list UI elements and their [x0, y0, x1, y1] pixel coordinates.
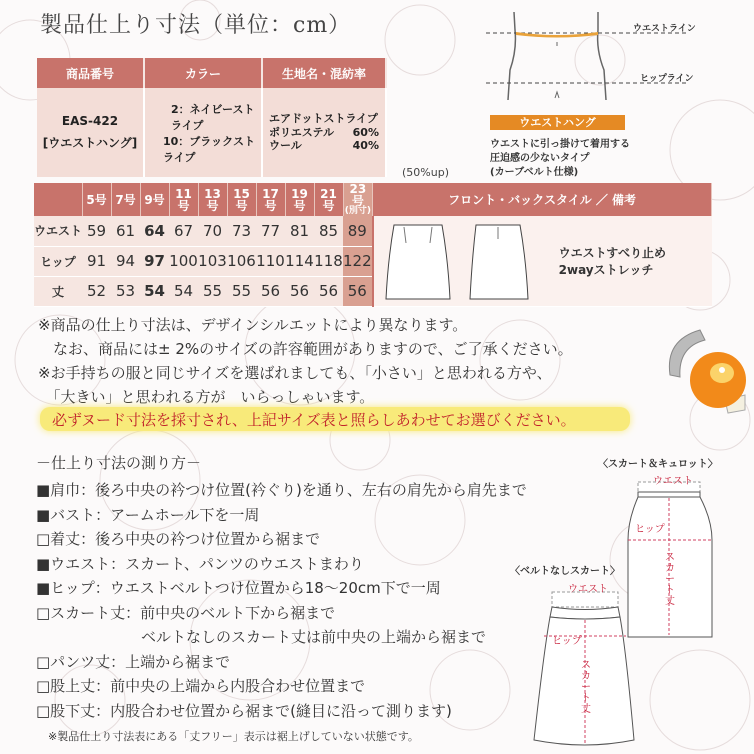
- skirt-front-back-illustration: [374, 219, 559, 303]
- product-info-table: [37, 58, 387, 177]
- waist-hang-body-diagram: [480, 0, 720, 105]
- size-value: 64: [140, 216, 169, 246]
- size-value: 55: [227, 276, 256, 306]
- waist-line-label: ウエストライン: [633, 24, 696, 34]
- size-value: 85: [314, 216, 343, 246]
- size-value: 91: [82, 246, 111, 276]
- page-title: 製品仕上り寸法（単位：cm）: [40, 13, 352, 38]
- measure-item: □股上丈：前中央の上端から内股合わせ位置まで: [36, 677, 366, 695]
- size-note: (別寸): [344, 206, 371, 216]
- size-value: 70: [198, 216, 227, 246]
- header-product-code: 商品番号: [37, 58, 144, 88]
- beltless-hip-label: ヒップ: [552, 636, 582, 647]
- header-fabric: 生地名・混紡率: [262, 58, 386, 88]
- size-value: 56: [343, 276, 373, 306]
- material-name: ポリエステル: [269, 125, 335, 139]
- size-value: 89: [343, 216, 373, 246]
- style-header: フロント・バックスタイル ／ 備考: [373, 183, 712, 216]
- size-value: 67: [169, 216, 198, 246]
- size-value: 59: [82, 216, 111, 246]
- size-value: 114: [285, 246, 314, 276]
- tape-measure-icon: [650, 325, 750, 415]
- waist-hang-desc: ウエストに引っ掛けて着用する: [490, 139, 630, 150]
- size-value: 61: [111, 216, 140, 246]
- size-value: 110: [256, 246, 285, 276]
- note-line: ※お手持ちの服と同じサイズを選ばれましても、「小さい」と思われる方や、: [38, 364, 552, 382]
- size-label: 17号: [262, 186, 279, 213]
- waist-hang-desc: 圧迫感の少ないタイプ: [490, 153, 590, 164]
- hip-line-label: ヒップライン: [640, 74, 694, 84]
- size-value: 53: [111, 276, 140, 306]
- skirt-length-label: スカート丈: [665, 552, 675, 607]
- size-value: 122: [343, 246, 373, 276]
- product-type: [ウエストハング]: [42, 136, 138, 150]
- highlight-note: 必ずヌード寸法を採寸され、上記サイズ表と照らしあわせてお選びください。: [40, 407, 630, 431]
- size-value: 56: [314, 276, 343, 306]
- size-label: 23号: [349, 182, 367, 208]
- size-value: 56: [256, 276, 285, 306]
- size-value: 52: [82, 276, 111, 306]
- size-label: 21号: [320, 186, 337, 213]
- size-up-note: (50%up): [402, 166, 449, 179]
- measure-footnote: ※製品仕上り寸法表にある「丈フリー」表示は裾上げしていない状態です。: [48, 730, 419, 743]
- material-pct: 40%: [352, 139, 379, 153]
- style-remarks-cell: [373, 216, 712, 306]
- size-value: 118: [314, 246, 343, 276]
- size-label: 19号: [291, 186, 308, 213]
- size-label: 11号: [175, 186, 192, 213]
- size-value: 94: [111, 246, 140, 276]
- size-header: [198, 183, 227, 216]
- waist-hang-desc: (カーブベルト仕様): [490, 167, 579, 178]
- measure-heading: －仕上り寸法の測り方－: [36, 454, 202, 472]
- size-value: 73: [227, 216, 256, 246]
- size-value: 54: [169, 276, 198, 306]
- header-color: カラー: [144, 58, 262, 88]
- size-value: 54: [140, 276, 169, 306]
- size-header: [169, 183, 198, 216]
- beltless-waist-label: ウエスト: [568, 584, 608, 595]
- size-table: [34, 183, 712, 307]
- skirt-waist-label: ウエスト: [653, 476, 693, 487]
- size-label: 9号: [144, 192, 165, 207]
- measure-item: ■ウエスト：スカート、パンツのウエストまわり: [36, 554, 364, 573]
- note-line: 「大きい」と思われる方が いらっしゃいます。: [38, 388, 375, 406]
- size-header: [140, 183, 169, 216]
- measure-item: ベルトなしのスカート丈は前中央の上端から裾まで: [36, 628, 487, 646]
- header-blank: [34, 183, 82, 216]
- measure-item: ■ヒップ：ウエストベルトつけ位置から18～20cm下で一周: [36, 579, 441, 597]
- size-value: 56: [285, 276, 314, 306]
- waist-hang-badge: ウエストハング: [490, 115, 625, 130]
- beltless-skirt-title: 〈ベルトなしスカート〉: [510, 566, 620, 577]
- size-label: 5号: [86, 192, 107, 207]
- table-row: [34, 216, 712, 246]
- measure-item: □股下丈：内股合わせ位置から裾まで(縫目に沿って測ります): [36, 701, 452, 720]
- measure-item: ■バスト：アームホール下を一周: [36, 505, 260, 524]
- size-header: [285, 183, 314, 216]
- size-value: 81: [285, 216, 314, 246]
- note-line: なお、商品には± 2%のサイズの許容範囲がありますので、ご了承ください。: [38, 340, 573, 358]
- size-label: 7号: [115, 192, 136, 207]
- size-header: [343, 183, 373, 216]
- size-value: 55: [198, 276, 227, 306]
- remark-line: ウエストすべり止め: [558, 245, 667, 260]
- product-code: EAS-422: [61, 114, 119, 128]
- beltless-length-label: スカート丈: [581, 660, 591, 715]
- material-name: ウール: [269, 139, 302, 153]
- skirt-culotte-title: 〈スカート＆キュロット〉: [598, 459, 718, 470]
- row-label: ヒップ: [34, 246, 82, 276]
- note-line: ※商品の仕上り寸法は、デザインシルエットにより異なります。: [38, 316, 468, 334]
- color-option: 2：ネイビーストライプ: [171, 102, 255, 132]
- row-label: ウエスト: [34, 216, 82, 246]
- size-header: [82, 183, 111, 216]
- material-pct: 60%: [352, 125, 379, 139]
- size-value: 77: [256, 216, 285, 246]
- measure-item: □着丈：後ろ中央の衿つけ位置から裾まで: [36, 530, 321, 548]
- skirt-hip-label: ヒップ: [635, 524, 665, 535]
- color-option: 10：ブラックストライプ: [163, 134, 255, 164]
- fabric-name: エアドットストライプ: [269, 111, 378, 125]
- size-value: 103: [198, 246, 227, 276]
- size-header: [256, 183, 285, 216]
- size-header: [314, 183, 343, 216]
- measure-item: □パンツ丈：上端から裾まで: [36, 652, 231, 671]
- measure-item: ■肩巾：後ろ中央の衿つけ位置(衿ぐり)を通り、左右の肩先から肩先まで: [36, 481, 527, 499]
- size-value: 106: [227, 246, 256, 276]
- size-header: [227, 183, 256, 216]
- size-label: 15号: [233, 186, 250, 213]
- size-value: 100: [169, 246, 198, 276]
- measure-item: □スカート丈：前中央のベルト下から裾まで: [36, 603, 336, 622]
- size-label: 13号: [204, 186, 221, 213]
- size-header: [111, 183, 140, 216]
- size-value: 97: [140, 246, 169, 276]
- row-label: 丈: [34, 276, 82, 306]
- remark-line: 2wayストレッチ: [558, 262, 654, 277]
